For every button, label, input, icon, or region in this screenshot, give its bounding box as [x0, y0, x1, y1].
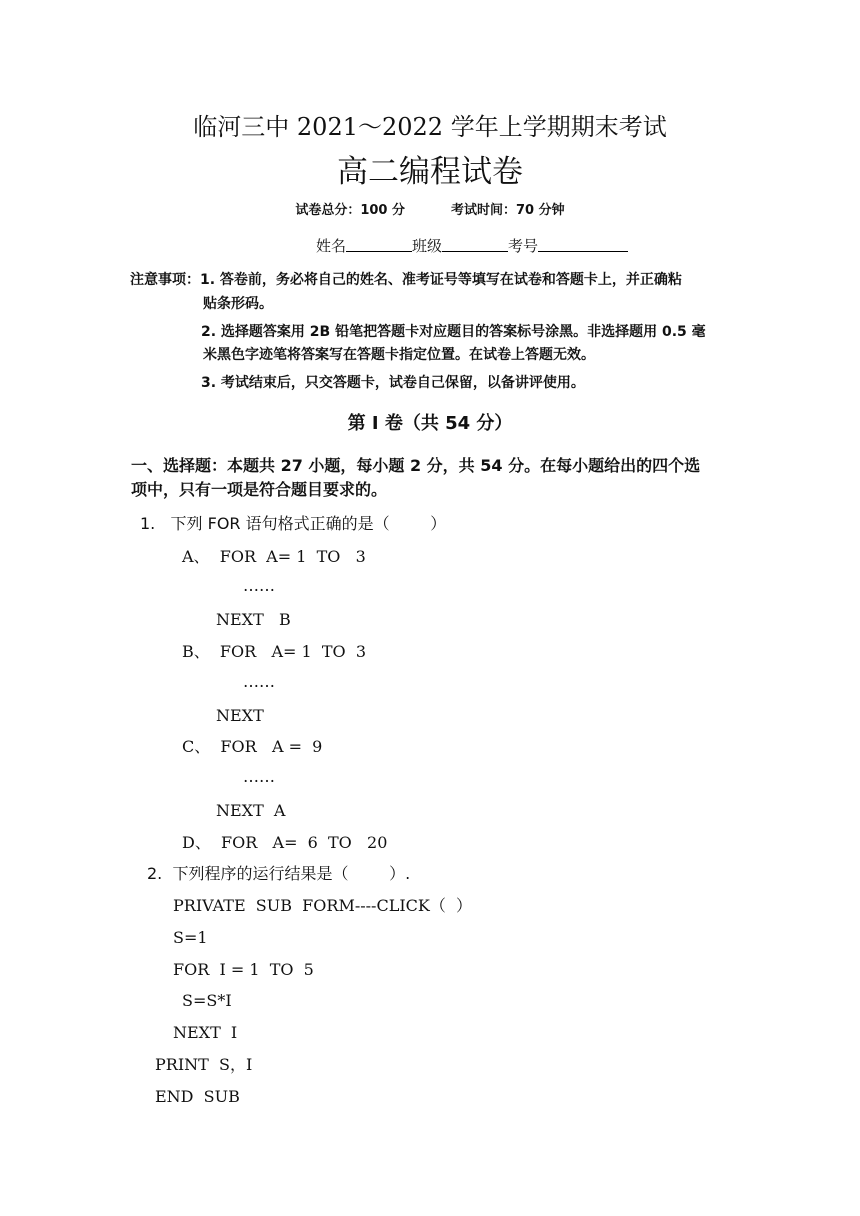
q2-code-line-1: PRIVATE SUB FORM----CLICK（ ） — [173, 896, 473, 915]
exam-meta — [0, 204, 860, 217]
q1-option-a-line3: NEXT B — [216, 610, 291, 629]
name-label: 姓名 — [316, 237, 347, 255]
part1-heading-2: 项中，只有一项是符合题目要求的。 — [131, 480, 388, 499]
total-score: 试卷总分：100 分 — [295, 203, 406, 218]
q1-option-c-line1: C、 FOR A = 9 — [182, 737, 323, 756]
class-label: 班级 — [412, 237, 443, 255]
part1-heading-1: 一、选择题：本题共 27 小题，每小题 2 分，共 54 分。在每小题给出的四个选 — [131, 456, 701, 475]
id-blank — [538, 237, 628, 252]
q2-code-line-6: PRINT S，I — [155, 1055, 253, 1074]
note-line-1: 注意事项：1. 答卷前，务必将自己的姓名、准考证号等填写在试卷和答题卡上，并正确粘 — [130, 272, 682, 288]
note-line-2: 2. 选择题答案用 2B 铅笔把答题卡对应题目的答案标号涂黑。非选择题用 0.5 毫 — [201, 324, 706, 340]
id-label: 考号 — [508, 237, 539, 255]
exam-subject: 高二编程试卷 — [337, 154, 523, 190]
q1-option-c-ellipsis: …… — [243, 767, 275, 786]
student-info-line — [316, 237, 628, 254]
q1-option-d-line1: D、 FOR A= 6 TO 20 — [182, 833, 388, 852]
question-1-stem: 1. 下列 FOR 语句格式正确的是（ ） — [140, 514, 447, 533]
q1-option-c-line3: NEXT A — [216, 801, 286, 820]
question-2-stem: 2. 下列程序的运行结果是（ ）. — [147, 864, 411, 883]
q1-option-b-ellipsis: …… — [243, 672, 275, 691]
q1-option-a-ellipsis: …… — [243, 576, 275, 595]
exam-time: 考试时间：70 分钟 — [451, 203, 565, 218]
q1-option-b-line1: B、 FOR A= 1 TO 3 — [182, 642, 366, 661]
q2-code-line-7: END SUB — [155, 1087, 240, 1106]
exam-title: 临河三中 2021～2022 学年上学期期末考试 — [193, 113, 667, 141]
q2-code-line-4: S=S*I — [182, 991, 232, 1010]
q1-option-b-line3: NEXT — [216, 706, 264, 725]
class-blank — [442, 237, 508, 252]
q1-option-a-line1: A、 FOR A= 1 TO 3 — [182, 547, 366, 566]
note-line-3: 3. 考试结束后，只交答题卡，试卷自己保留，以备讲评使用。 — [201, 375, 585, 391]
note-line-1b: 贴条形码。 — [203, 296, 273, 312]
q2-code-line-2: S=1 — [173, 928, 208, 947]
name-blank — [346, 237, 412, 252]
q2-code-line-5: NEXT I — [173, 1023, 238, 1042]
q2-code-line-3: FOR I = 1 TO 5 — [173, 960, 314, 979]
note-line-2b: 米黑色字迹笔将答案写在答题卡指定位置。在试卷上答题无效。 — [203, 347, 595, 363]
section-title: 第 Ⅰ 卷（共 54 分） — [347, 413, 513, 434]
